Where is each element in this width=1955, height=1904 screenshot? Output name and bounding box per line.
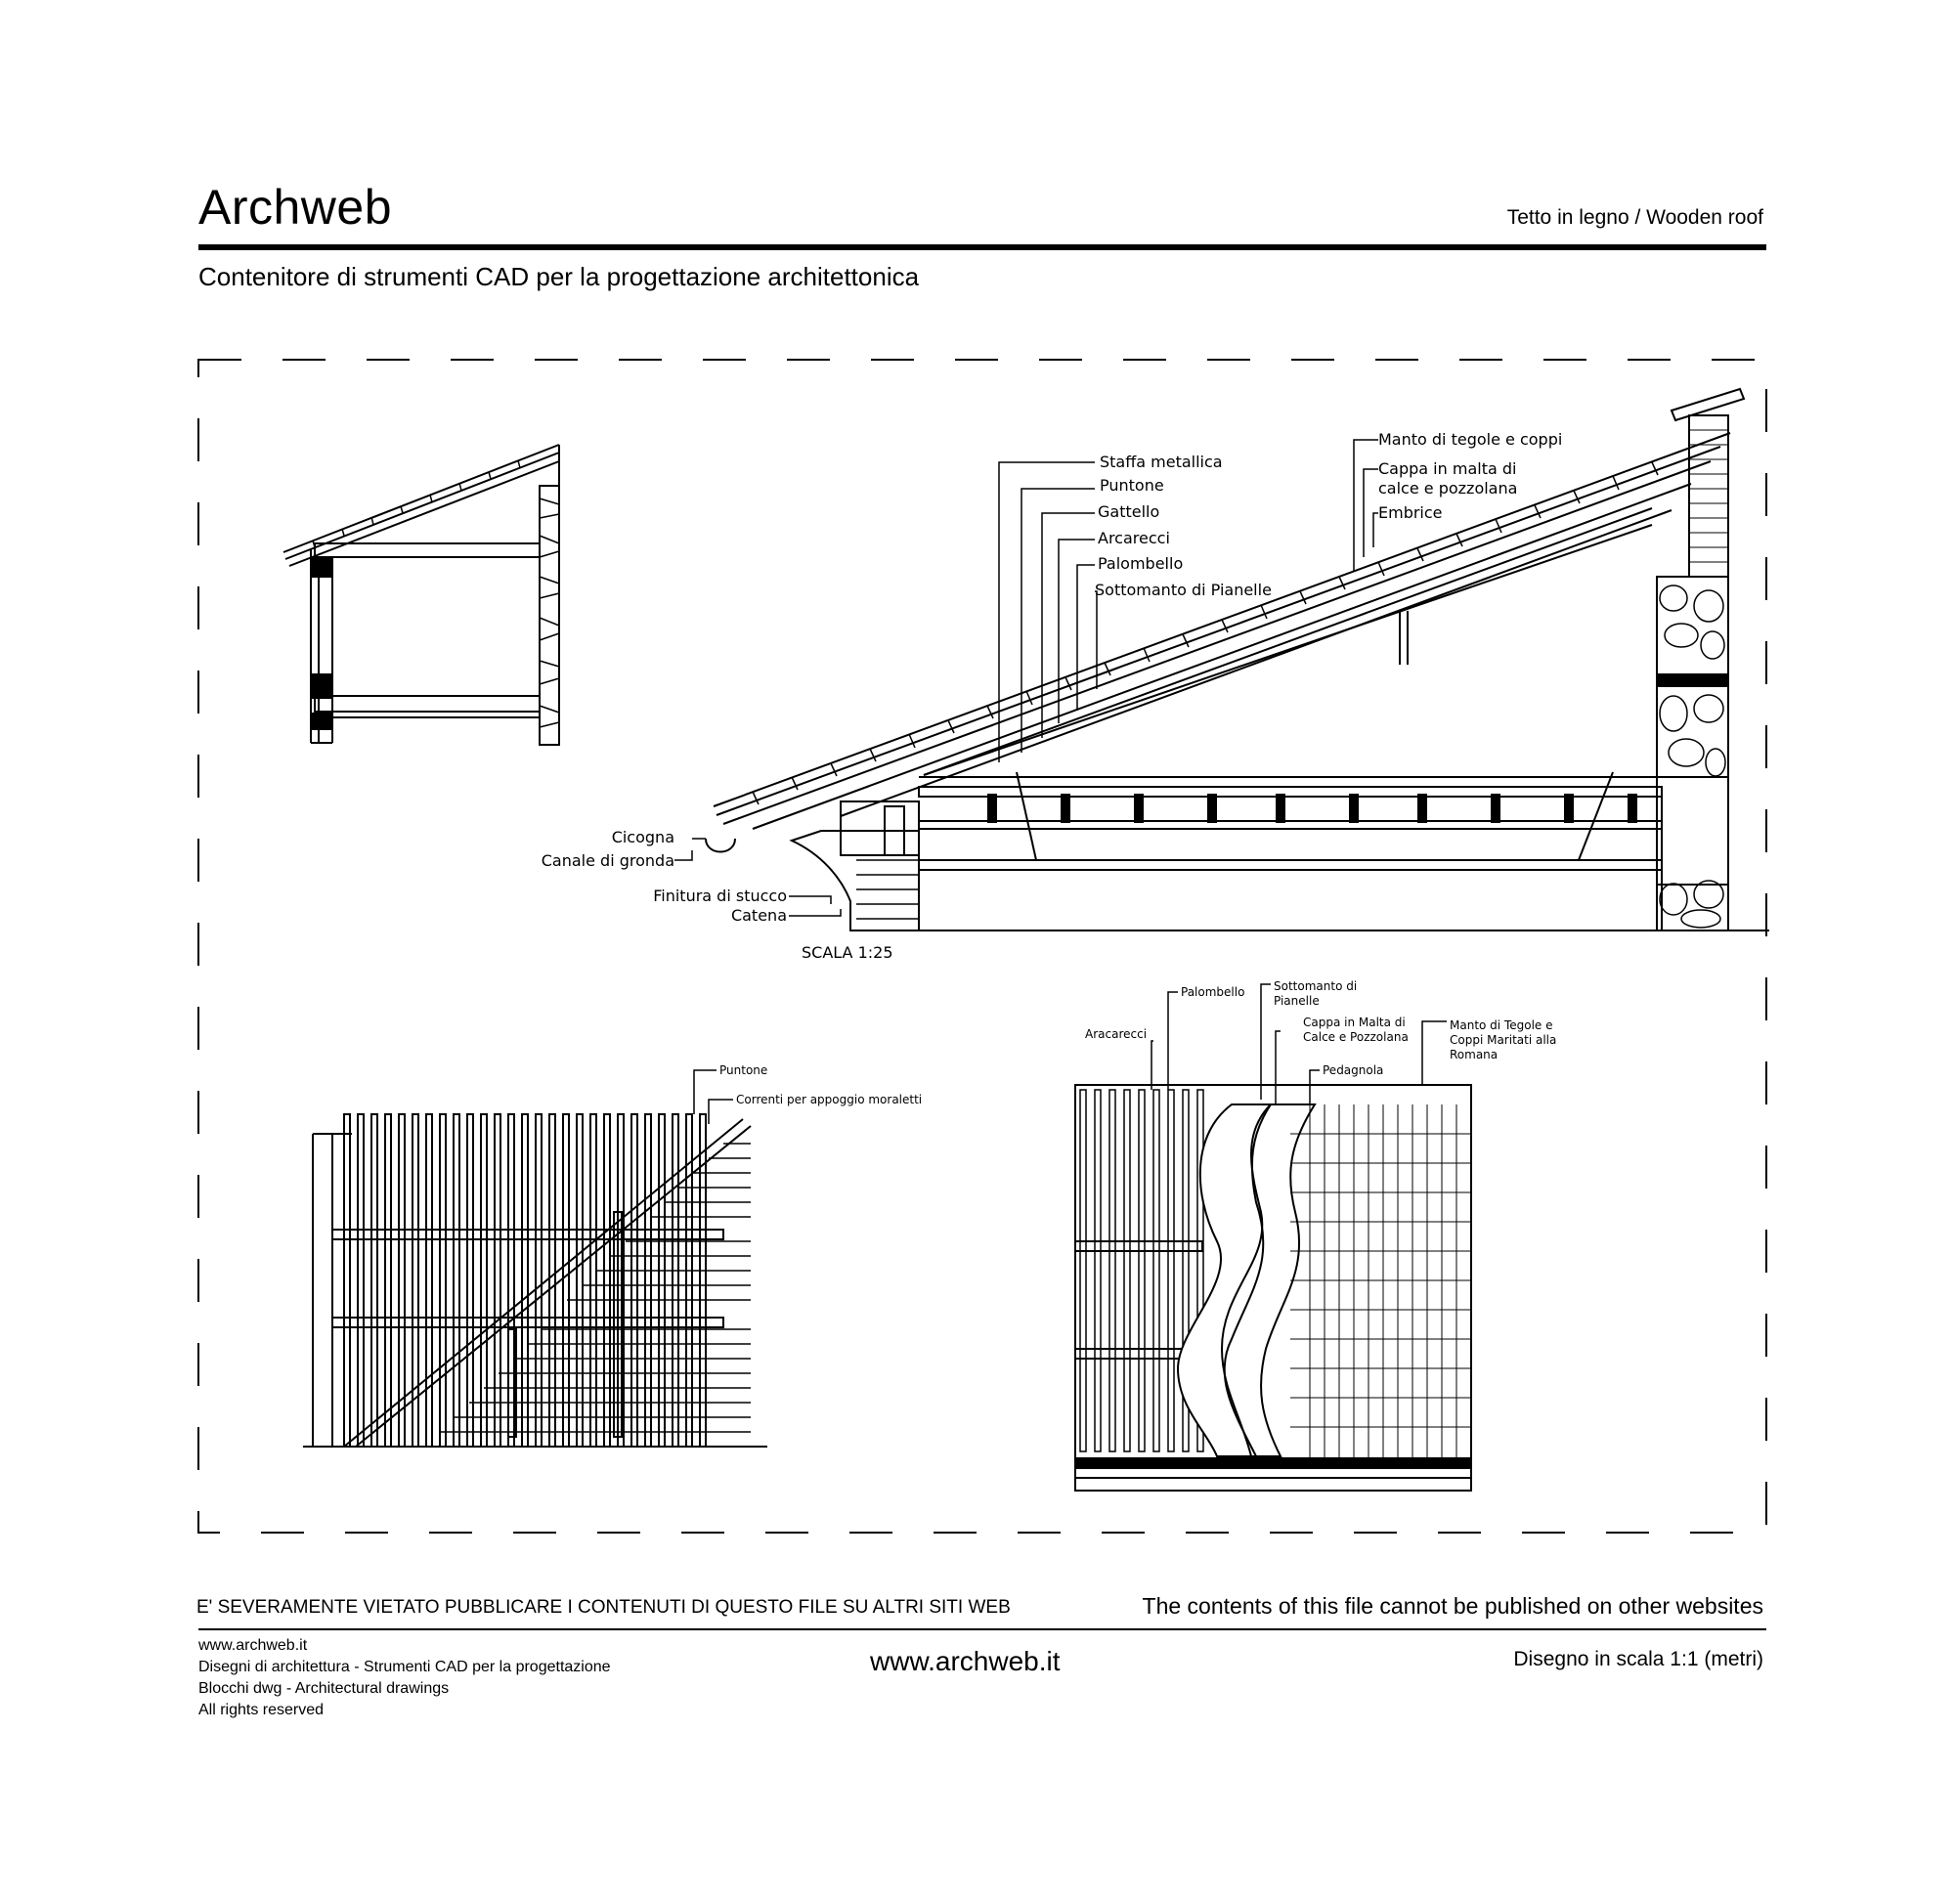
main-leaders [674,440,1378,916]
footer-line-2: Disegni di architettura - Strumenti CAD per la progettazione [198,1659,611,1675]
label-plan-puntone: Puntone [719,1063,768,1077]
label-staffa-metallica: Staffa metallica [1100,453,1223,471]
roof-layers-drawing [1075,1085,1471,1491]
warning-english: The contents of this file cannot be published on other websites [1142,1593,1763,1619]
drawing-title: Tetto in legno / Wooden roof [1506,206,1763,229]
label-canale: Canale di gronda [541,851,674,870]
label-palombello: Palombello [1098,554,1184,573]
label-layers-cappa-1: Cappa in Malta di [1303,1016,1406,1029]
label-layers-sottomanto-1: Sottomanto di [1274,979,1358,993]
brand-logo-text: Archweb [198,180,393,235]
scale-note: Disegno in scala 1:1 (metri) [1513,1648,1763,1670]
label-pedagnola: Pedagnola [1323,1063,1384,1077]
label-layers-manto-2: Coppi Maritati alla [1450,1033,1557,1047]
label-aracarecci: Aracarecci [1085,1027,1148,1041]
footer-website: www.archweb.it [870,1646,1061,1676]
label-scala: SCALA 1:25 [802,943,893,962]
warning-italian: E' SEVERAMENTE VIETATO PUBBLICARE I CONTENUTI DI QUESTO FILE SU ALTRI SITI WEB [196,1597,1011,1618]
footer-line-3: Blocchi dwg - Architectural drawings [198,1680,450,1697]
label-plan-correnti: Correnti per appoggio moraletti [736,1093,923,1106]
label-layers-palombello: Palombello [1181,985,1245,999]
label-cappa-2: calce e pozzolana [1378,479,1518,498]
label-cappa-1: Cappa in malta di [1378,459,1517,478]
label-sottomanto: Sottomanto di Pianelle [1095,581,1272,599]
label-finitura: Finitura di stucco [653,887,787,905]
main-section-drawing [706,389,1769,930]
label-cicogna: Cicogna [611,828,674,846]
dashed-frame [198,360,1766,1533]
small-section-drawing [283,445,559,745]
label-gattello: Gattello [1098,502,1160,521]
label-layers-cappa-2: Calce e Pozzolana [1303,1030,1409,1044]
rafter-plan-drawing [303,1114,767,1447]
label-catena: Catena [730,906,787,925]
label-embrice: Embrice [1378,503,1443,522]
label-layers-manto-3: Romana [1450,1048,1499,1061]
label-arcarecci: Arcarecci [1098,529,1170,547]
footer-line-4: All rights reserved [198,1702,325,1718]
label-layers-sottomanto-2: Pianelle [1274,994,1320,1008]
footer-line-1: www.archweb.it [198,1637,308,1654]
label-layers-manto-1: Manto di Tegole e [1450,1018,1553,1032]
label-manto: Manto di tegole e coppi [1378,430,1563,449]
subtitle: Contenitore di strumenti CAD per la progettazione architettonica [198,262,920,291]
label-puntone: Puntone [1100,476,1164,495]
footer-rule [198,1628,1766,1630]
